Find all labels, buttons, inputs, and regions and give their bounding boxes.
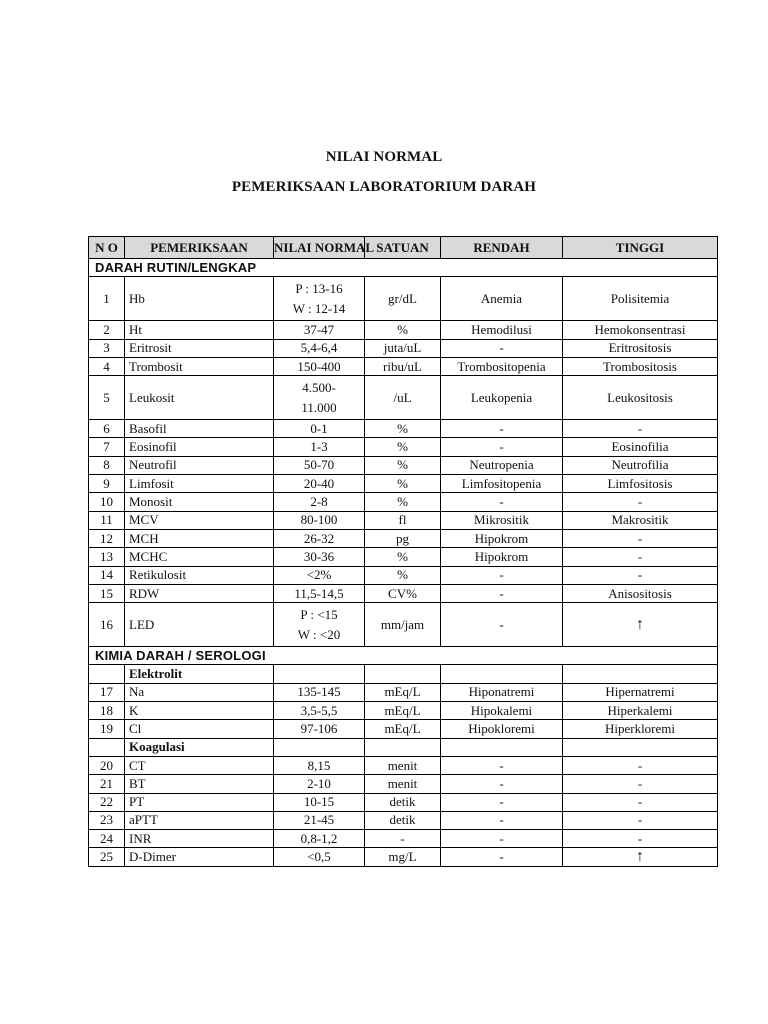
table-row: [89, 475, 718, 493]
normal-value-line-1: P : 13-16: [295, 280, 343, 296]
unit: ribu/uL: [365, 357, 441, 375]
normal-value: 97-106: [274, 720, 365, 738]
table-row: [89, 456, 718, 474]
exam-name: MCV: [125, 511, 274, 529]
normal-value: 37-47: [274, 321, 365, 339]
high-condition: Hemokonsentrasi: [563, 321, 718, 339]
unit: %: [365, 475, 441, 493]
exam-name: Eosinofil: [125, 438, 274, 456]
normal-value-line-2: 11.000: [301, 399, 337, 415]
row-number: 8: [89, 456, 125, 474]
unit: juta/uL: [365, 339, 441, 357]
empty-cell: [365, 738, 441, 756]
empty-cell: [563, 665, 718, 683]
low-condition: Hipokrom: [441, 548, 563, 566]
exam-name: Ht: [125, 321, 274, 339]
high-condition: -: [563, 830, 718, 848]
row-number: 4: [89, 357, 125, 375]
normal-value: 26-32: [274, 529, 365, 547]
unit: %: [365, 566, 441, 584]
table-row: [89, 584, 718, 602]
exam-name: Leukosit: [125, 376, 274, 420]
empty-cell: [274, 665, 365, 683]
low-condition: -: [441, 830, 563, 848]
unit: %: [365, 321, 441, 339]
low-condition: -: [441, 438, 563, 456]
table-row: [89, 566, 718, 584]
section-kimia-darah: KIMIA DARAH / SEROLOGI: [89, 647, 718, 665]
high-condition: Eosinofilia: [563, 438, 718, 456]
low-condition: Trombositopenia: [441, 357, 563, 375]
row-number: 11: [89, 511, 125, 529]
header-no-line-1: N: [95, 240, 105, 255]
table-row: [89, 811, 718, 829]
empty-cell: [274, 738, 365, 756]
row-number: 20: [89, 756, 125, 774]
normal-value: 5,4-6,4: [274, 339, 365, 357]
exam-name: BT: [125, 775, 274, 793]
unit: mg/L: [365, 848, 441, 866]
low-condition: -: [441, 339, 563, 357]
header-nilai-normal: [274, 237, 375, 259]
table-row: [89, 848, 718, 866]
low-condition: Hipokrom: [441, 529, 563, 547]
normal-value: [274, 376, 365, 420]
low-condition: Neutropenia: [441, 456, 563, 474]
header-rendah: RENDAH: [441, 237, 563, 259]
low-condition: Leukopenia: [441, 376, 563, 420]
high-condition: Limfositosis: [563, 475, 718, 493]
empty-cell: [563, 738, 718, 756]
low-condition: -: [441, 566, 563, 584]
exam-name: Monosit: [125, 493, 274, 511]
row-number: 19: [89, 720, 125, 738]
normal-value: [274, 277, 365, 321]
exam-name: aPTT: [125, 811, 274, 829]
normal-value: 0,8-1,2: [274, 830, 365, 848]
low-condition: Mikrositik: [441, 511, 563, 529]
row-number: 2: [89, 321, 125, 339]
high-condition: -: [563, 775, 718, 793]
empty-cell: [89, 738, 125, 756]
low-condition: -: [441, 811, 563, 829]
normal-value: 2-8: [274, 493, 365, 511]
high-condition: -: [563, 811, 718, 829]
table-row: [89, 603, 718, 647]
table-row: [89, 548, 718, 566]
table-row: [89, 420, 718, 438]
high-condition: Makrositik: [563, 511, 718, 529]
row-number: 3: [89, 339, 125, 357]
low-condition: Hemodilusi: [441, 321, 563, 339]
section-darah-rutin-row: [89, 259, 718, 277]
table-row: [89, 793, 718, 811]
exam-name: Neutrofil: [125, 456, 274, 474]
high-condition: -: [563, 793, 718, 811]
exam-name: Basofil: [125, 420, 274, 438]
exam-name: Na: [125, 683, 274, 701]
high-condition: Hipernatremi: [563, 683, 718, 701]
high-condition: -: [563, 529, 718, 547]
high-condition: Hiperkalemi: [563, 702, 718, 720]
normal-value: 50-70: [274, 456, 365, 474]
low-condition: -: [441, 756, 563, 774]
arrow-up-icon: ↑: [563, 848, 718, 866]
row-number: 16: [89, 603, 125, 647]
normal-value: 1-3: [274, 438, 365, 456]
exam-name: LED: [125, 603, 274, 647]
row-number: 5: [89, 376, 125, 420]
low-condition: Hipokalemi: [441, 702, 563, 720]
table-row: [89, 683, 718, 701]
normal-value-line-1: 4.500-: [302, 379, 336, 395]
unit: %: [365, 548, 441, 566]
high-condition: Neutrofilia: [563, 456, 718, 474]
empty-cell: [441, 738, 563, 756]
exam-name: Cl: [125, 720, 274, 738]
exam-name: Trombosit: [125, 357, 274, 375]
high-condition: -: [563, 548, 718, 566]
normal-value: 21-45: [274, 811, 365, 829]
high-condition: Eritrositosis: [563, 339, 718, 357]
low-condition: -: [441, 584, 563, 602]
unit: %: [365, 456, 441, 474]
lab-values-table: [88, 236, 718, 867]
unit: menit: [365, 756, 441, 774]
normal-value: 135-145: [274, 683, 365, 701]
row-number: 13: [89, 548, 125, 566]
exam-name: K: [125, 702, 274, 720]
table-row: [89, 277, 718, 321]
row-number: 14: [89, 566, 125, 584]
normal-value-line-1: P : <15: [300, 606, 338, 622]
row-number: 18: [89, 702, 125, 720]
table-row: [89, 438, 718, 456]
high-condition: Anisositosis: [563, 584, 718, 602]
table-row: [89, 775, 718, 793]
unit: %: [365, 493, 441, 511]
row-number: 23: [89, 811, 125, 829]
table-row: [89, 511, 718, 529]
normal-value: 20-40: [274, 475, 365, 493]
low-condition: Anemia: [441, 277, 563, 321]
unit: detik: [365, 811, 441, 829]
exam-name: MCH: [125, 529, 274, 547]
unit: mm/jam: [365, 603, 441, 647]
normal-value: 30-36: [274, 548, 365, 566]
header-no: [89, 237, 125, 259]
normal-value: <0,5: [274, 848, 365, 866]
exam-name: Eritrosit: [125, 339, 274, 357]
unit: menit: [365, 775, 441, 793]
unit: gr/dL: [365, 277, 441, 321]
exam-name: Retikulosit: [125, 566, 274, 584]
table-row: [89, 529, 718, 547]
low-condition: -: [441, 793, 563, 811]
unit: fl: [365, 511, 441, 529]
high-condition: -: [563, 566, 718, 584]
row-number: 15: [89, 584, 125, 602]
high-condition: Hiperkloremi: [563, 720, 718, 738]
empty-cell: [441, 665, 563, 683]
high-condition: -: [563, 493, 718, 511]
header-satuan: SATUAN: [365, 237, 441, 259]
normal-value: 2-10: [274, 775, 365, 793]
header-no-line-2: O: [107, 240, 118, 255]
low-condition: -: [441, 848, 563, 866]
high-condition: -: [563, 756, 718, 774]
normal-value: 8,15: [274, 756, 365, 774]
section-darah-rutin: DARAH RUTIN/LENGKAP: [89, 259, 718, 277]
unit: mEq/L: [365, 683, 441, 701]
normal-value-line-2: W : <20: [297, 626, 341, 642]
normal-value: 10-15: [274, 793, 365, 811]
header-tinggi: TINGGI: [563, 237, 718, 259]
table-row: [89, 493, 718, 511]
high-condition: Polisitemia: [563, 277, 718, 321]
low-condition: Hipokloremi: [441, 720, 563, 738]
table-body: [89, 259, 718, 867]
low-condition: -: [441, 603, 563, 647]
table-header-row: [89, 237, 718, 259]
row-number: 25: [89, 848, 125, 866]
high-condition: Leukositosis: [563, 376, 718, 420]
normal-value: <2%: [274, 566, 365, 584]
table-row: [89, 720, 718, 738]
table-row: [89, 830, 718, 848]
unit: mEq/L: [365, 720, 441, 738]
high-condition: Trombositosis: [563, 357, 718, 375]
exam-name: CT: [125, 756, 274, 774]
row-number: 10: [89, 493, 125, 511]
row-number: 9: [89, 475, 125, 493]
normal-value: 80-100: [274, 511, 365, 529]
empty-cell: [365, 665, 441, 683]
row-number: 12: [89, 529, 125, 547]
arrow-up-icon: ↑: [563, 603, 718, 647]
exam-name: MCHC: [125, 548, 274, 566]
header-pemeriksaan: PEMERIKSAAN: [125, 237, 274, 259]
table-row: [89, 376, 718, 420]
exam-name: RDW: [125, 584, 274, 602]
normal-value-line-2: W : 12-14: [292, 300, 346, 316]
row-number: 24: [89, 830, 125, 848]
exam-name: INR: [125, 830, 274, 848]
exam-name: Limfosit: [125, 475, 274, 493]
header-nilai-line-1: NILAI: [274, 240, 312, 255]
row-number: 6: [89, 420, 125, 438]
row-number: 22: [89, 793, 125, 811]
subsection-koagulasi: Koagulasi: [125, 738, 274, 756]
section-kimia-darah-row: [89, 647, 718, 665]
subsection-elektrolit: Elektrolit: [125, 665, 274, 683]
unit: pg: [365, 529, 441, 547]
row-number: 7: [89, 438, 125, 456]
low-condition: Limfositopenia: [441, 475, 563, 493]
exam-name: D-Dimer: [125, 848, 274, 866]
table-row: [89, 339, 718, 357]
unit: mEq/L: [365, 702, 441, 720]
normal-value: 3,5-5,5: [274, 702, 365, 720]
empty-cell: [89, 665, 125, 683]
normal-value: 150-400: [274, 357, 365, 375]
unit: CV%: [365, 584, 441, 602]
unit: detik: [365, 793, 441, 811]
row-number: 17: [89, 683, 125, 701]
subsection-koagulasi-row: [89, 738, 718, 756]
unit: -: [365, 830, 441, 848]
low-condition: Hiponatremi: [441, 683, 563, 701]
exam-name: PT: [125, 793, 274, 811]
low-condition: -: [441, 493, 563, 511]
table-row: [89, 321, 718, 339]
normal-value: 0-1: [274, 420, 365, 438]
table-row: [89, 357, 718, 375]
header-nilai-line-2: NORMAL: [314, 240, 375, 255]
subsection-elektrolit-row: [89, 665, 718, 683]
row-number: 21: [89, 775, 125, 793]
title-line-2: PEMERIKSAAN LABORATORIUM DARAH: [231, 179, 537, 195]
unit: /uL: [365, 376, 441, 420]
table-row: [89, 702, 718, 720]
exam-name: Hb: [125, 277, 274, 321]
normal-value: 11,5-14,5: [274, 584, 365, 602]
row-number: 1: [89, 277, 125, 321]
low-condition: -: [441, 420, 563, 438]
low-condition: -: [441, 775, 563, 793]
high-condition: -: [563, 420, 718, 438]
normal-value: [274, 603, 365, 647]
title-line-1: NILAI NORMAL: [325, 149, 443, 165]
unit: %: [365, 438, 441, 456]
unit: %: [365, 420, 441, 438]
table-row: [89, 756, 718, 774]
